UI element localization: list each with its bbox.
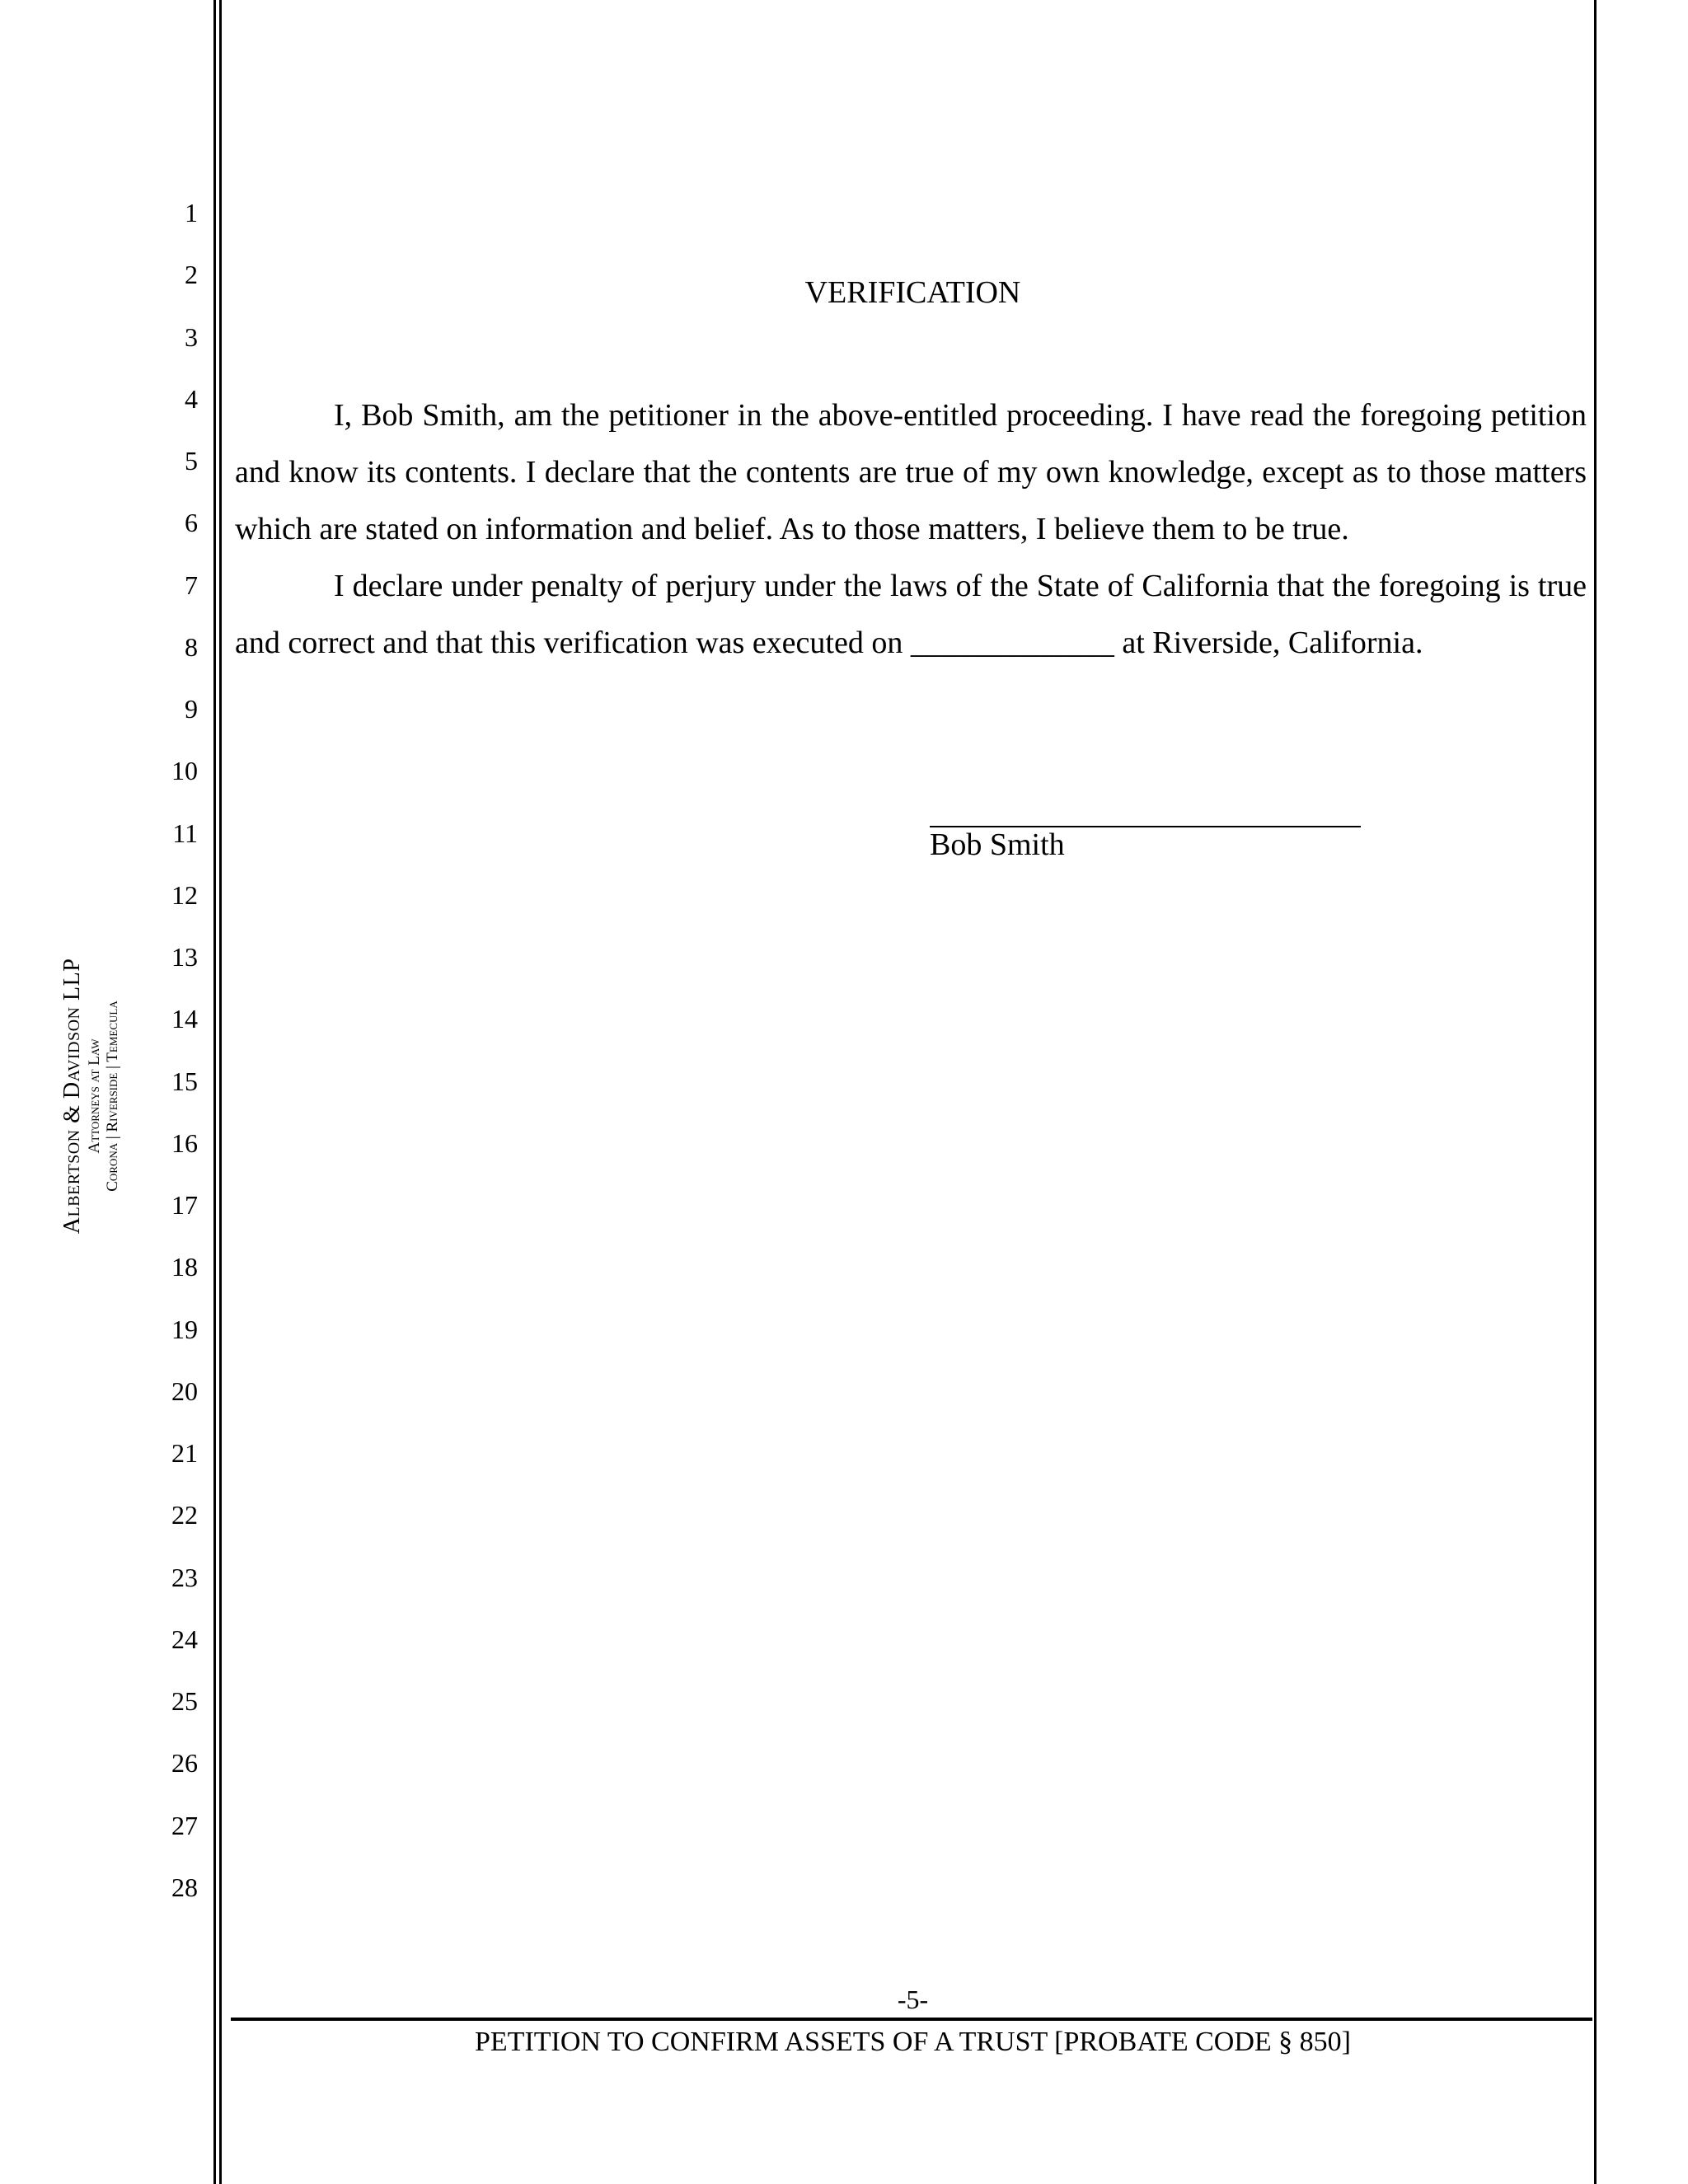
left-margin-rule-outer bbox=[213, 0, 216, 2184]
line-number: 28 bbox=[171, 1872, 198, 1902]
perjury-declaration-paragraph: I declare under penalty of perjury under the laws of the State of California that the foregoing is true and correct and that this verification was executed on _____________ at Riverside, California. bbox=[235, 569, 1587, 660]
signatory-name: Bob Smith bbox=[930, 827, 1065, 862]
line-number: 18 bbox=[171, 1252, 198, 1282]
line-number: 26 bbox=[171, 1748, 198, 1778]
right-margin-rule bbox=[1594, 0, 1597, 2184]
line-number: 22 bbox=[171, 1500, 198, 1530]
line-number: 4 bbox=[185, 384, 198, 414]
page-number: -5- bbox=[897, 1985, 929, 2014]
line-number: 24 bbox=[171, 1624, 198, 1654]
line-number: 27 bbox=[171, 1811, 198, 1840]
line-number: 13 bbox=[171, 942, 198, 972]
line-number: 25 bbox=[171, 1686, 198, 1716]
line-number: 23 bbox=[171, 1563, 198, 1592]
firm-locations: Corona | Riverside | Temecula bbox=[104, 1001, 122, 1192]
firm-subtitle: Attorneys at Law bbox=[86, 1038, 104, 1154]
line-number: 6 bbox=[185, 508, 198, 537]
line-number: 17 bbox=[171, 1190, 198, 1220]
line-number: 21 bbox=[171, 1438, 198, 1468]
left-margin-rule-inner bbox=[219, 0, 222, 2184]
line-number: 14 bbox=[171, 1004, 198, 1033]
line-number: 5 bbox=[185, 446, 198, 476]
verification-paragraph: I, Bob Smith, am the petitioner in the above-entitled proceeding. I have read the foregoing petition and know its contents. I declare that the contents are true of my own knowledge, except as to those matters which are stated on information and belief. As to those matters, I believe them to be true. bbox=[235, 398, 1587, 546]
firm-name: Albertson & Davidson LLP bbox=[59, 958, 86, 1235]
line-number: 11 bbox=[172, 818, 198, 848]
line-number: 9 bbox=[185, 694, 198, 724]
line-number: 16 bbox=[171, 1128, 198, 1158]
document-title: VERIFICATION bbox=[804, 275, 1021, 310]
line-number: 15 bbox=[171, 1066, 198, 1096]
line-number: 1 bbox=[185, 198, 198, 227]
line-number: 3 bbox=[185, 322, 198, 352]
line-number: 10 bbox=[171, 756, 198, 785]
line-number: 20 bbox=[171, 1376, 198, 1406]
firm-sidebar-label bbox=[59, 958, 122, 1235]
line-number: 7 bbox=[185, 570, 198, 600]
line-number: 8 bbox=[185, 632, 198, 662]
line-number: 12 bbox=[171, 880, 198, 910]
footer-caption: PETITION TO CONFIRM ASSETS OF A TRUST [PROBATE CODE § 850] bbox=[475, 2027, 1351, 2057]
line-number: 19 bbox=[171, 1315, 198, 1344]
footer-rule bbox=[231, 2018, 1592, 2021]
verification-body bbox=[235, 387, 1587, 672]
line-number: 2 bbox=[185, 260, 198, 289]
